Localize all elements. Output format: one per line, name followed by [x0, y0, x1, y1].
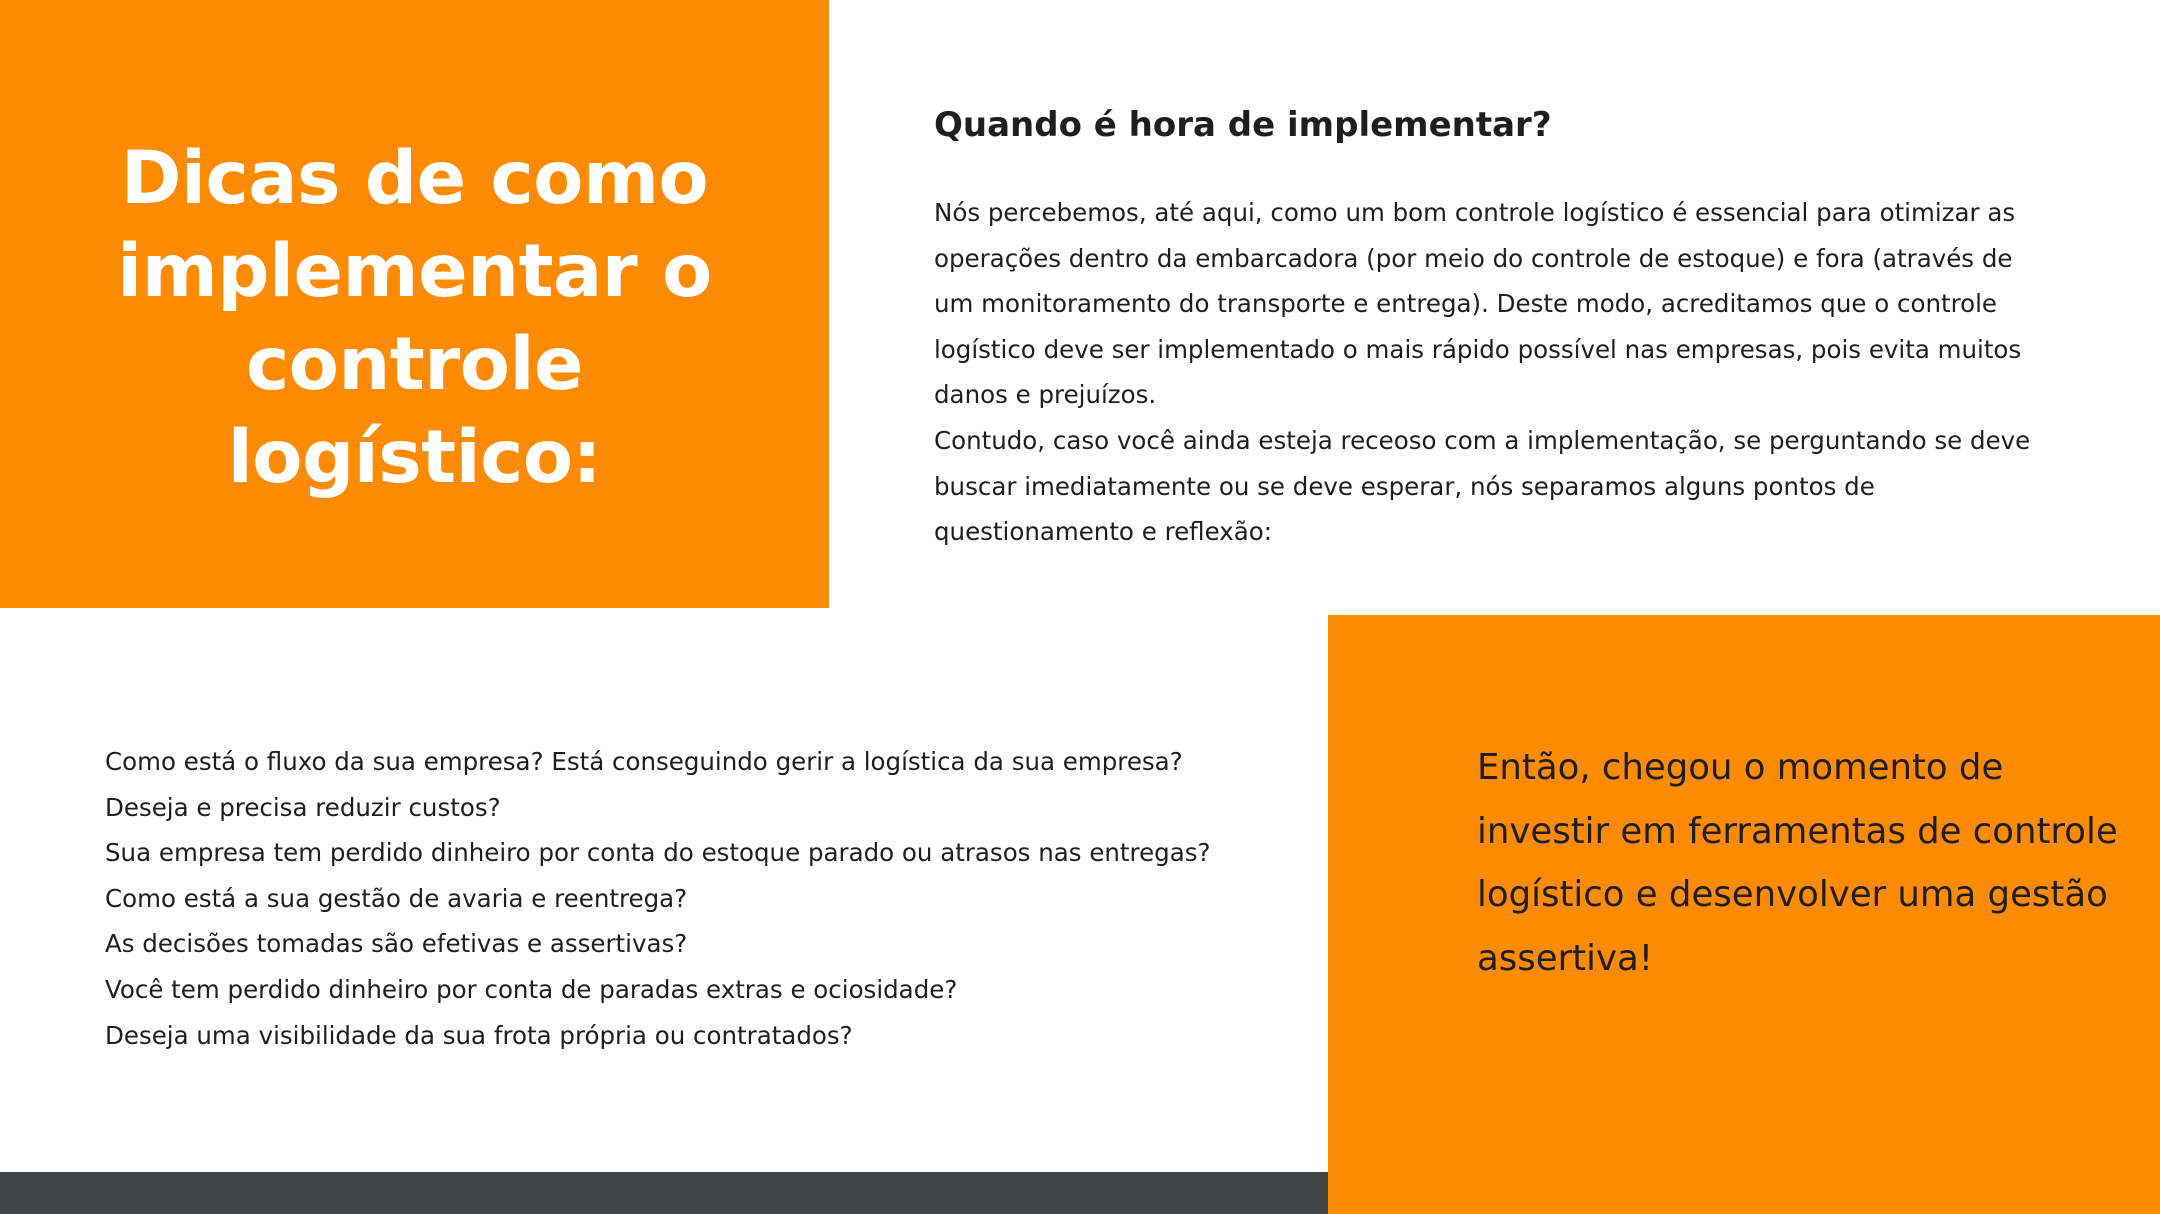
intro-text [934, 190, 2044, 555]
page-title-line: logístico: [227, 415, 602, 500]
page-title-line: implementar o [117, 229, 712, 314]
question-item: Sua empresa tem perdido dinheiro por conta do estoque parado ou atrasos nas entregas? [105, 838, 1211, 868]
question-item: Deseja uma visibilidade da sua frota própria ou contratados? [105, 1020, 853, 1050]
page-title-line: Dicas de como [120, 136, 709, 221]
footer-bar [0, 1172, 1328, 1214]
question-item: Deseja e precisa reduzir custos? [105, 792, 501, 822]
section-heading: Quando é hora de implementar? [934, 105, 1552, 145]
question-item: Você tem perdido dinheiro por conta de paradas extras e ociosidade? [105, 974, 958, 1004]
call-to-action-text: Então, chegou o momento de investir em ferramentas de controle logístico e desenvolver uma gestão assertiva! [1477, 747, 2118, 979]
intro-paragraph: Contudo, caso você ainda esteja receoso com a implementação, se perguntando se deve buscar imediatamente ou se deve esperar, nós separamos alguns pontos de questionamento e reflexão: [934, 425, 2031, 547]
question-list [105, 739, 1305, 1058]
intro-paragraph: Nós percebemos, até aqui, como um bom controle logístico é essencial para otimizar as operações dentro da embarcadora (por meio do controle de estoque) e fora (através de um monitoramento do transporte e entrega). Deste modo, acreditamos que o controle logístico deve ser implementado o mais rápido possível nas empresas, pois evita muitos danos e prejuízos. [934, 198, 2022, 410]
question-item: Como está o fluxo da sua empresa? Está conseguindo gerir a logística da sua empresa? [105, 747, 1183, 776]
page-title [40, 132, 789, 504]
question-item: Como está a sua gestão de avaria e reentrega? [105, 883, 688, 913]
question-item: As decisões tomadas são efetivas e assertivas? [105, 929, 688, 959]
page-title-line: controle [246, 322, 583, 407]
